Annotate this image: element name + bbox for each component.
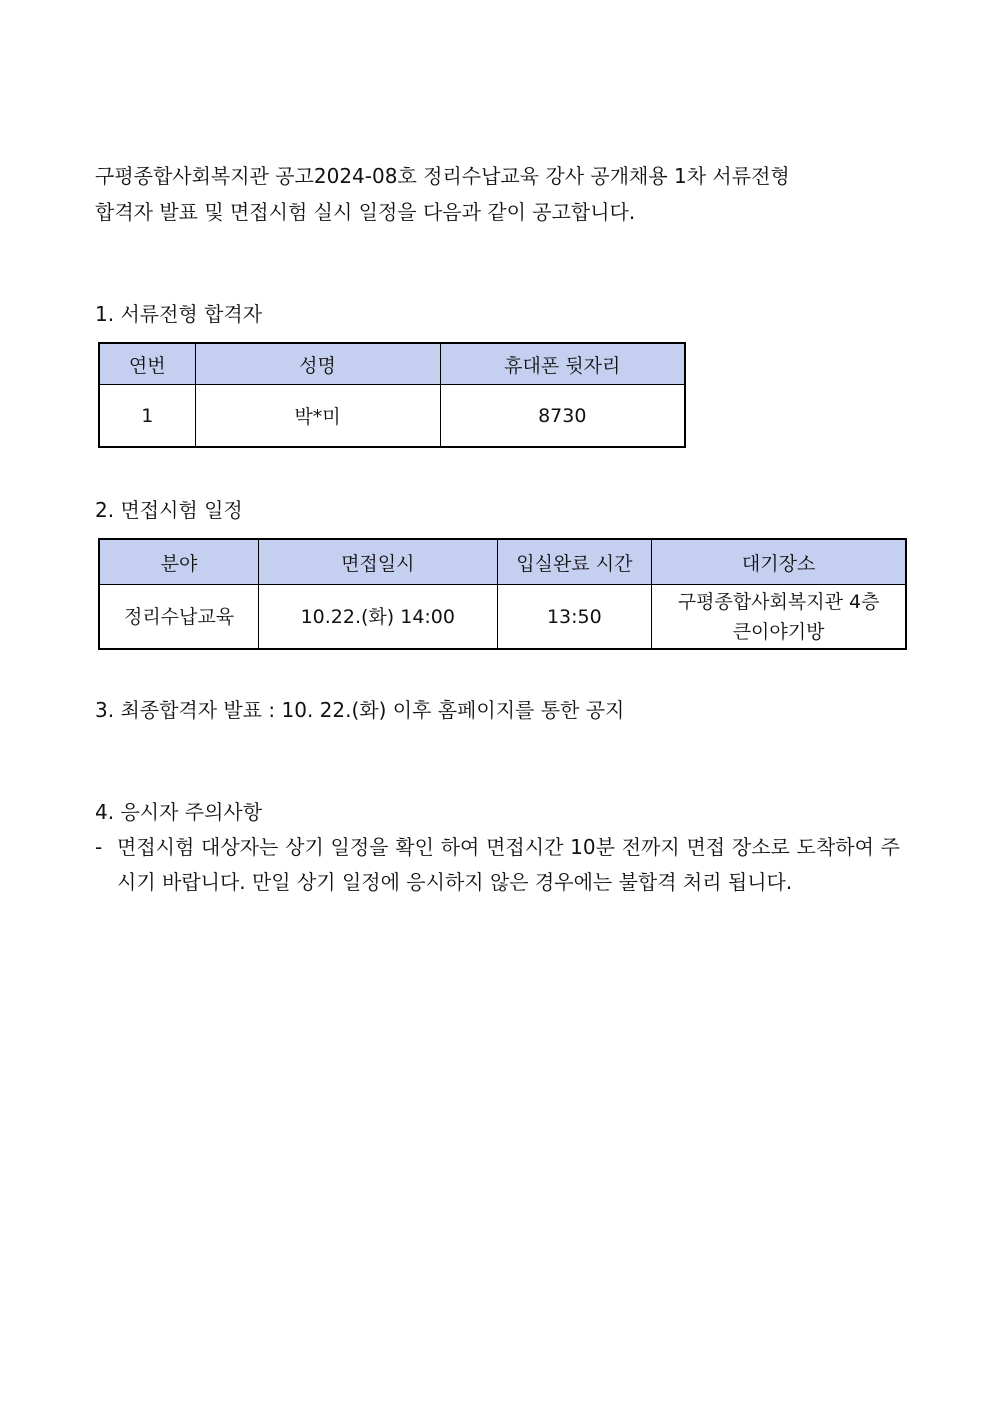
intro-line-1: 구평종합사회복지관 공고2024-08호 정리수납교육 강사 공개채용 1차 서류전형 — [95, 164, 790, 188]
notice-block — [95, 830, 900, 900]
notice-text: 면접시험 대상자는 상기 일정을 확인 하여 면접시간 10분 전까지 면접 장소로 도착하여 주시기 바랍니다. 만일 상기 일정에 응시하지 않은 경우에는 불합격 처리 됩니다. — [117, 835, 900, 894]
header-interview-datetime: 면접일시 — [259, 539, 497, 585]
cell-serial-no: 1 — [99, 385, 195, 448]
cell-checkin-time: 13:50 — [497, 585, 652, 650]
table-header-row — [99, 343, 685, 385]
section-1-heading: 1. 서류전형 합격자 — [95, 302, 263, 326]
document-pass-table — [98, 342, 686, 448]
header-waiting-place: 대기장소 — [652, 539, 906, 585]
section-4-heading: 4. 응시자 주의사항 — [95, 800, 263, 824]
table-row — [99, 385, 685, 448]
header-phone-last-digits: 휴대폰 뒷자리 — [440, 343, 685, 385]
table-header-row — [99, 539, 906, 585]
header-name: 성명 — [195, 343, 440, 385]
cell-name: 박*미 — [195, 385, 440, 448]
header-checkin-time: 입실완료 시간 — [497, 539, 652, 585]
section-2-heading: 2. 면접시험 일정 — [95, 498, 243, 522]
cell-phone-last-digits: 8730 — [440, 385, 685, 448]
cell-field: 정리수납교육 — [99, 585, 259, 650]
intro-paragraph — [95, 158, 900, 230]
header-serial-no: 연번 — [99, 343, 195, 385]
waiting-place-line-2: 큰이야기방 — [732, 620, 825, 643]
waiting-place-line-1: 구평종합사회복지관 4층 — [677, 590, 880, 613]
interview-schedule-table — [98, 538, 907, 650]
intro-line-2: 합격자 발표 및 면접시험 실시 일정을 다음과 같이 공고합니다. — [95, 200, 636, 224]
section-3-heading: 3. 최종합격자 발표 : 10. 22.(화) 이후 홈페이지를 통한 공지 — [95, 698, 625, 722]
table-row — [99, 585, 906, 650]
bullet-dash: - — [95, 835, 103, 859]
cell-interview-datetime: 10.22.(화) 14:00 — [259, 585, 497, 650]
cell-waiting-place — [652, 585, 906, 650]
header-field: 분야 — [99, 539, 259, 585]
